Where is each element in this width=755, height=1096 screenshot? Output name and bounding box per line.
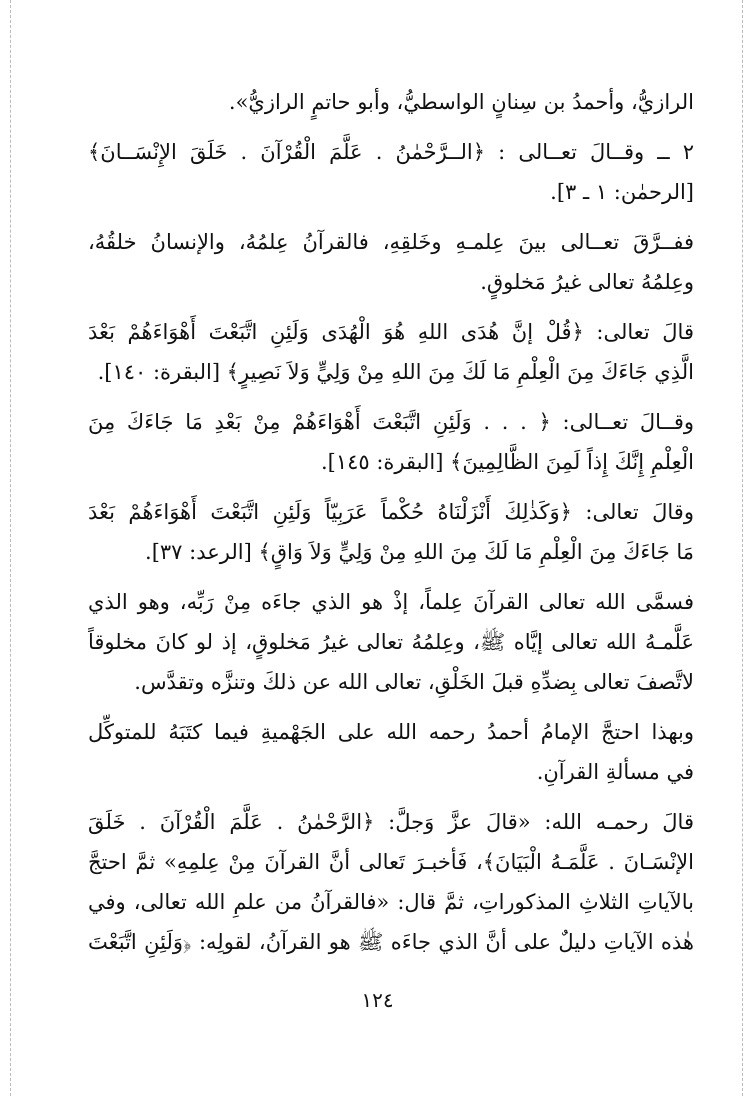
text-line: هٰذه الآياتِ دليلٌ على أنَّ الذي جاءَه ﷺ هو القرآنُ، لقولِه: ﴿وَلَئِنِ اتَّبَعْتَ [88,930,694,954]
text-line: عَلَّمـهُ الله تعالى إيَّاه ﷺ، وعِلمُهُ تعالى غيرُ مَخلوقٍ، إذ لو كانَ مخلوقاً [88,630,694,654]
paragraph-3 [88,312,694,392]
paragraph-5 [88,492,694,572]
paragraph-2 [88,222,694,302]
page-number: ١٢٤ [361,988,394,1012]
text-line: وبهذا احتجَّ الإمامُ أحمدُ رحمه الله على الجَهْميةِ فيما كتَبَهُ للمتوكِّل [88,720,694,744]
text-line: في مسألةِ القرآنِ. [536,760,694,784]
paragraph-4 [88,402,694,482]
text-line: لاتَّصفَ تعالى بِضدِّهِ قبلَ الخَلْقِ، تعالى الله عن ذلكَ وتنزَّه وتقدَّس. [134,670,694,694]
paragraph-8 [88,802,694,962]
text-line: مَا جَاءَكَ مِنَ الْعِلْمِ مَا لَكَ مِنَ اللهِ مِنْ وَلِيٍّ وَلاَ وَاقٍ﴾ [الرعد: ٣٧]. [145,540,694,564]
text-line: قالَ تعالى: ﴿قُلْ إنَّ هُدَى اللهِ هُوَ الْهُدَى وَلَئِنِ اتَّبَعْتَ أَهْوَاءَهُمْ بَعْدَ [88,320,694,344]
paragraph-1 [88,132,694,212]
page-body-text [88,82,694,962]
text-line: فسمَّى الله تعالى القرآنَ عِلماً، إذْ هو الذي جاءَه مِنْ رَبِّه، وهو الذي [88,590,694,614]
paragraph-7 [88,712,694,792]
text-line: وقــالَ تعــالى: ﴿ . . . وَلَئِنِ اتَّبَعْتَ أَهْوَاءَهُمْ مِنْ بَعْدِ مَا جَاءَكَ مِنَ [88,410,694,434]
text-line: [الرحمٰن: ١ ـ ٣]. [550,180,694,204]
text-line: وقالَ تعالى: ﴿وَكَذٰلِكَ أَنْزَلْنَاهُ حُكْماً عَرَبِيّاً وَلَئِنِ اتَّبَعْتَ أَهْوَاءَهُمْ بَعْدَ [88,500,694,524]
page-edge-right [742,0,743,1096]
paragraph-0 [88,82,694,122]
text-line: الرازيُّ، وأحمدُ بن سِنانٍ الواسطيُّ، وأبو حاتمٍ الرازيُّ». [228,90,694,114]
page-edge-left [10,0,11,1096]
text-line: قالَ رحمـه الله: «قالَ عزَّ وَجلَّ: ﴿الرَّحْمٰنُ . عَلَّمَ الْقُرْآنَ . خَلَقَ [88,810,694,834]
text-line: الَّذِي جَاءَكَ مِنَ الْعِلْمِ مَا لَكَ مِنَ اللهِ مِنْ وَلِيٍّ وَلاَ نَصِيرٍ﴾ [البقرة: ١٤٠]. [97,360,694,384]
text-line: وعِلمُهُ تعالى غيرُ مَخلوقٍ. [480,270,694,294]
paragraph-6 [88,582,694,702]
text-line: بالآياتِ الثلاثِ المذكوراتِ، ثمَّ قال: «فالقرآنُ من علمِ الله تعالى، وفي [88,890,694,914]
text-line: ففــرَّقَ تعــالى بينَ عِلمـهِ وخَلقِهِ، فالقرآنُ عِلمُهُ، والإنسانُ خلقُهُ، [88,230,694,254]
text-line: الْعِلْمِ إِنَّكَ إِذاً لَمِنَ الظَّالِمِينَ﴾ [البقرة: ١٤٥]. [320,450,694,474]
text-line: الإنْسَـانَ . عَلَّمَـهُ الْبَيَانَ﴾، فَأخبـرَ تَعالى أنَّ القرآنَ مِنْ عِلمِهِ» ثمَّ احتجَّ [88,850,694,874]
text-line: ٢ ــ وقــالَ تعــالى : ﴿الــرَّحْمٰنُ . عَلَّمَ الْقُرْآنَ . خَلَقَ الإِنْسَــانَ﴾ [88,140,694,164]
